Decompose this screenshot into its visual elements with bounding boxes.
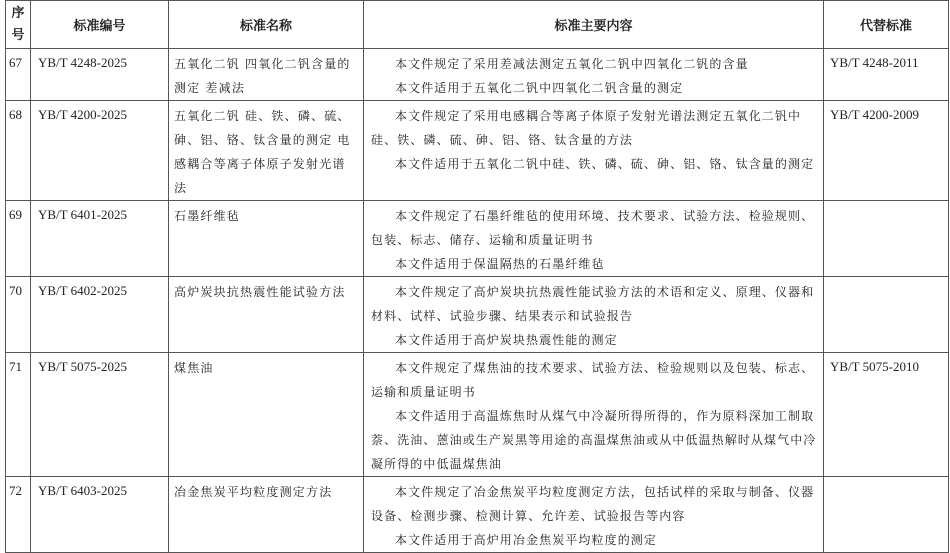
content-paragraph: 本文件规定了采用差减法测定五氧化二钒中四氧化二钒的含量	[395, 57, 749, 71]
header-replaced-standard: 代替标准	[824, 1, 949, 49]
content-paragraph: 本文件适用于高温炼焦时从煤气中冷凝所得所得的，作为原料深加工制取萘、洗油、蒽油或生产炭黑等用途的高温煤焦油或从中低温热解时从煤气中冷凝所得的中低温煤焦油	[371, 409, 817, 471]
table-row	[6, 477, 949, 553]
row-standard-name: 五氧化二钒 硅、铁、磷、硫、砷、铝、铬、钛含量的测定 电感耦合等离子体原子发射光谱法	[169, 101, 364, 201]
row-standard-code: YB/T 6402-2025	[31, 277, 169, 353]
row-standard-code: YB/T 5075-2025	[31, 353, 169, 477]
content-paragraph: 本文件规定了石墨纤维毡的使用环境、技术要求、试验方法、检验规则、包装、标志、储存、运输和质量证明书	[371, 209, 815, 247]
table-row	[6, 277, 949, 353]
row-standard-name: 高炉炭块抗热震性能试验方法	[169, 277, 364, 353]
standards-table	[5, 0, 949, 553]
content-paragraph: 本文件适用于高炉用冶金焦炭平均粒度的测定	[395, 533, 658, 547]
content-paragraph: 本文件适用于五氧化二钒中硅、铁、磷、硫、砷、铝、铬、钛含量的测定	[395, 157, 815, 171]
row-serial-number: 70	[6, 277, 31, 353]
row-serial-number: 69	[6, 201, 31, 277]
header-standard-name: 标准名称	[169, 1, 364, 49]
row-standard-name: 五氧化二钒 四氧化二钒含量的测定 差减法	[169, 49, 364, 101]
row-main-content	[364, 277, 824, 353]
row-main-content	[364, 201, 824, 277]
standards-table-body	[6, 49, 949, 553]
content-paragraph: 本文件规定了高炉炭块抗热震性能试验方法的术语和定义、原理、仪器和材料、试样、试验步骤、结果表示和试验报告	[371, 285, 815, 323]
header-standard-code: 标准编号	[31, 1, 169, 49]
row-standard-name: 石墨纤维毡	[169, 201, 364, 277]
row-standard-name: 煤焦油	[169, 353, 364, 477]
content-paragraph: 本文件适用于五氧化二钒中四氧化二钒含量的测定	[395, 81, 684, 95]
header-serial-number: 序号	[6, 1, 31, 49]
table-row	[6, 101, 949, 201]
row-standard-name: 冶金焦炭平均粒度测定方法	[169, 477, 364, 553]
content-paragraph: 本文件规定了冶金焦炭平均粒度测定方法，包括试样的采取与制备、仪器设备、检测步骤、检测计算、允许差、试验报告等内容	[371, 485, 815, 523]
row-standard-code: YB/T 4200-2025	[31, 101, 169, 201]
row-serial-number: 68	[6, 101, 31, 201]
row-serial-number: 72	[6, 477, 31, 553]
content-paragraph: 本文件规定了煤焦油的技术要求、试验方法、检验规则以及包装、标志、运输和质量证明书	[371, 361, 815, 399]
row-replaced-standard: YB/T 4248-2011	[824, 49, 949, 101]
row-serial-number: 67	[6, 49, 31, 101]
row-standard-code: YB/T 6403-2025	[31, 477, 169, 553]
row-main-content	[364, 101, 824, 201]
table-row	[6, 353, 949, 477]
row-main-content	[364, 477, 824, 553]
row-serial-number: 71	[6, 353, 31, 477]
content-paragraph: 本文件规定了采用电感耦合等离子体原子发射光谱法测定五氧化二钒中硅、铁、磷、硫、砷、铝、铬、钛含量的方法	[371, 109, 802, 147]
header-main-content: 标准主要内容	[364, 1, 824, 49]
row-replaced-standard: YB/T 5075-2010	[824, 353, 949, 477]
row-standard-code: YB/T 6401-2025	[31, 201, 169, 277]
row-replaced-standard	[824, 477, 949, 553]
table-row	[6, 49, 949, 101]
table-header-row	[6, 1, 949, 49]
row-replaced-standard	[824, 277, 949, 353]
row-main-content	[364, 353, 824, 477]
row-standard-code: YB/T 4248-2025	[31, 49, 169, 101]
row-replaced-standard	[824, 201, 949, 277]
row-main-content	[364, 49, 824, 101]
content-paragraph: 本文件适用于保温隔热的石墨纤维毡	[395, 257, 605, 271]
content-paragraph: 本文件适用于高炉炭块热震性能的测定	[395, 333, 618, 347]
row-replaced-standard: YB/T 4200-2009	[824, 101, 949, 201]
table-row	[6, 201, 949, 277]
